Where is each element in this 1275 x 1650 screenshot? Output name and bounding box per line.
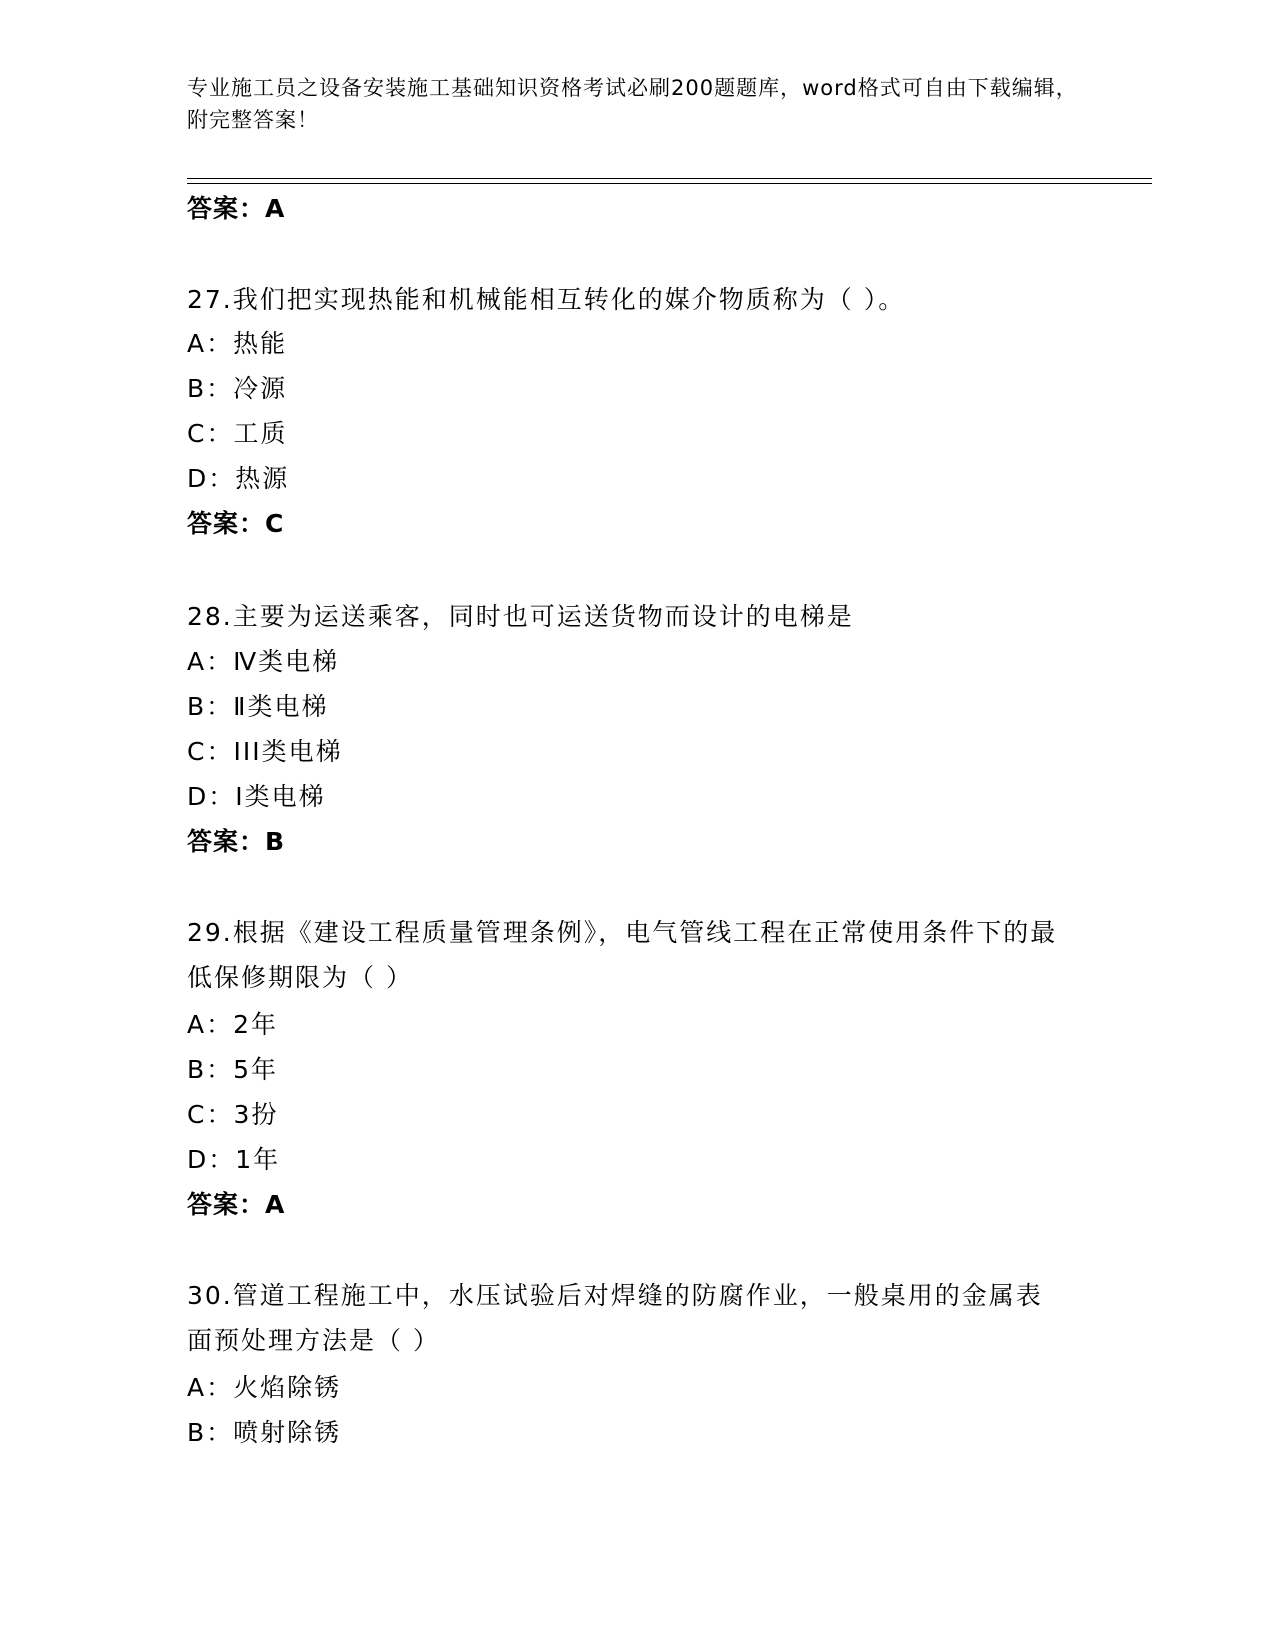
question-28-text: 28.主要为运送乘客，同时也可运送货物而设计的电梯是 [187,602,854,631]
question-30-option-a: A：火焰除锈 [187,1373,342,1402]
question-27-option-d: D：热源 [187,464,290,493]
question-28-option-d: D：Ⅰ类电梯 [187,782,326,811]
header-divider-bottom [187,183,1152,184]
question-27-option-c: C：工质 [187,419,288,448]
question-28-option-a: A：Ⅳ类电梯 [187,647,340,676]
question-29-option-c: C：3扮 [187,1100,279,1129]
question-28-option-b: B：Ⅱ类电梯 [187,692,329,721]
question-27-option-a: A：热能 [187,329,288,358]
question-30-option-b: B：喷射除锈 [187,1418,342,1447]
question-27-answer: 答案：C [187,509,285,538]
question-30-text: 30.管道工程施工中，水压试验后对焊缝的防腐作业，一般桌用的金属表面预处理方法是（ ） [187,1281,1043,1355]
question-27-text: 27.我们把实现热能和机械能相互转化的媒介物质称为（ ）。 [187,285,906,314]
header-divider-top [187,178,1152,179]
question-29-text: 29.根据《建设工程质量管理条例》，电气管线工程在正常使用条件下的最低保修期限为（ ） [187,918,1058,992]
question-29-option-d: D：1年 [187,1145,281,1174]
answer-26: 答案：A [187,194,286,223]
question-29-answer: 答案：A [187,1190,286,1219]
page-header: 专业施工员之设备安装施工基础知识资格考试必刷200题题库，word格式可自由下载编辑，附完整答案！ [187,76,1078,132]
question-28-answer: 答案：B [187,827,286,856]
question-29-option-b: B：5年 [187,1055,279,1084]
question-29-option-a: A：2年 [187,1010,279,1039]
question-27-option-b: B：冷源 [187,374,288,403]
question-28-option-c: C：III类电梯 [187,737,343,766]
